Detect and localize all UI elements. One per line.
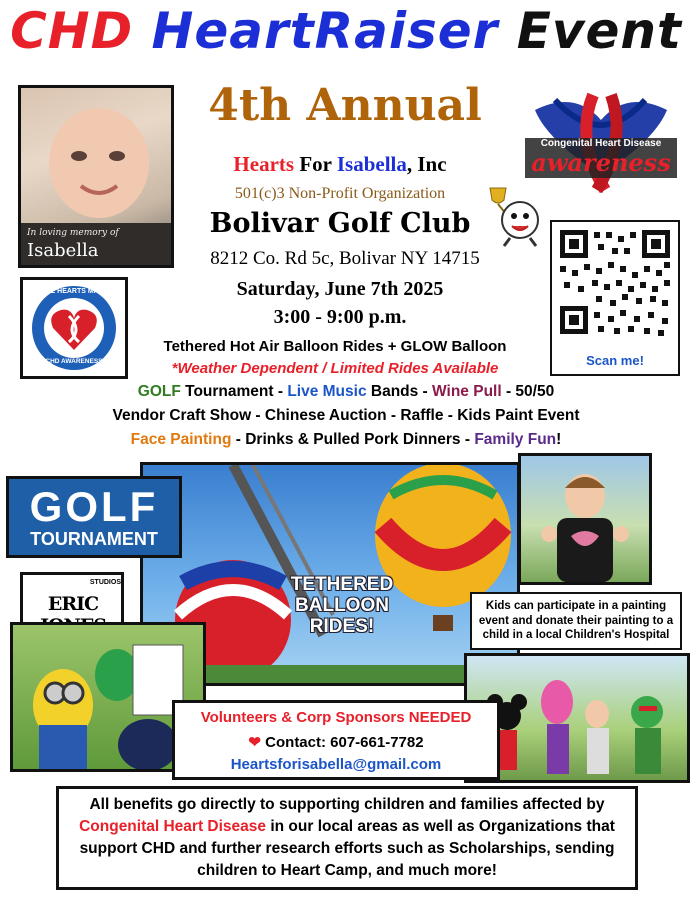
activity-live-music: Live Music — [287, 383, 367, 400]
scan-me-label: Scan me! — [586, 353, 644, 368]
kid-photo — [518, 453, 652, 585]
eric-jones-studios: STUDIOS — [89, 579, 121, 586]
org-hearts: Hearts — [233, 152, 295, 176]
little-hearts-matter-logo — [20, 277, 128, 379]
volunteers-box — [172, 700, 500, 780]
activities-line-3 — [0, 431, 692, 449]
activity-golf: GOLF — [137, 383, 181, 400]
activity-bands: Bands - — [366, 383, 433, 400]
activity-family-fun: Family Fun — [474, 431, 557, 448]
org-isabella: Isabella — [336, 152, 407, 176]
little-hearts-bottom-text: CHD AWARENESS — [45, 358, 103, 365]
benefits-text-2: in our local areas as well as Organizations that support CHD and further research efforts such as Scholarships, sending children to Heart Camp, and much more! — [79, 818, 615, 879]
activity-wine-pull: Wine Pull — [432, 383, 502, 400]
title-chd: CHD — [10, 2, 134, 60]
golf-tournament-graphic — [6, 476, 182, 558]
activities-line-2: Vendor Craft Show - Chinese Auction - Raffle - Kids Paint Event — [112, 407, 580, 424]
awareness-logo-top: Congenital Heart Disease — [540, 138, 662, 149]
activity-fifty: - 50/50 — [501, 383, 555, 400]
contact-phone: Contact: 607-661-7782 — [265, 734, 424, 751]
balloon-graphic-text: TETHERED BALLOON RIDES! — [290, 574, 394, 637]
benefits-chd: Congenital Heart Disease — [79, 818, 267, 835]
activities-line-1 — [0, 383, 692, 401]
memory-caption: In loving memory of — [27, 228, 119, 238]
hearts-icon: ❤ — [248, 734, 261, 751]
event-title — [0, 2, 692, 72]
title-heartraiser: HeartRaiser — [151, 2, 499, 60]
contact-email-link[interactable]: Heartsforisabella@gmail.com — [230, 756, 442, 773]
contact-line[interactable] — [175, 733, 497, 751]
org-for: For — [299, 152, 332, 176]
nonprofit-label: 501(c)3 Non-Profit Organization — [234, 185, 446, 202]
awareness-logo-word: awareness — [531, 148, 671, 177]
org-name — [170, 152, 510, 177]
org-inc: , Inc — [406, 152, 447, 176]
activity-face-painting: Face Painting — [130, 431, 232, 448]
annual-heading: 4th Annual — [208, 80, 482, 131]
benefits-box — [56, 786, 638, 890]
activity-bang: ! — [556, 431, 562, 448]
venue-address: 8212 Co. Rd 5c, Bolivar NY 14715 — [210, 248, 480, 269]
qr-code-card[interactable] — [550, 220, 680, 376]
venue-name: Bolivar Golf Club — [209, 208, 471, 239]
benefits-text-1: All benefits go directly to supporting children and families affected by — [89, 796, 605, 813]
tournament-word: TOURNAMENT — [30, 529, 158, 549]
activity-drinks: - Drinks & Pulled Pork Dinners - — [231, 431, 475, 448]
eric-jones-name: ERIC — [47, 593, 99, 615]
volunteers-headline: Volunteers & Corp Sponsors NEEDED — [200, 709, 472, 726]
weather-note: *Weather Dependent / Limited Rides Available — [171, 360, 499, 377]
title-event: Event — [516, 2, 682, 60]
balloon-rides-line: Tethered Hot Air Balloon Rides + GLOW Balloon — [163, 338, 507, 355]
event-date: Saturday, June 7th 2025 — [236, 278, 444, 300]
golf-word: GOLF — [29, 483, 159, 530]
isabella-name: Isabella — [27, 240, 99, 261]
isabella-photo — [18, 85, 174, 268]
kids-paint-note: Kids can participate in a painting event and donate their painting to a child in a local Children's Hospital — [470, 592, 682, 650]
event-time: 3:00 - 9:00 p.m. — [273, 306, 407, 328]
little-hearts-top-text: LITTLE HEARTS MATTER — [31, 288, 117, 295]
qr-code-icon — [552, 226, 678, 344]
activity-tournament: Tournament - — [180, 383, 288, 400]
